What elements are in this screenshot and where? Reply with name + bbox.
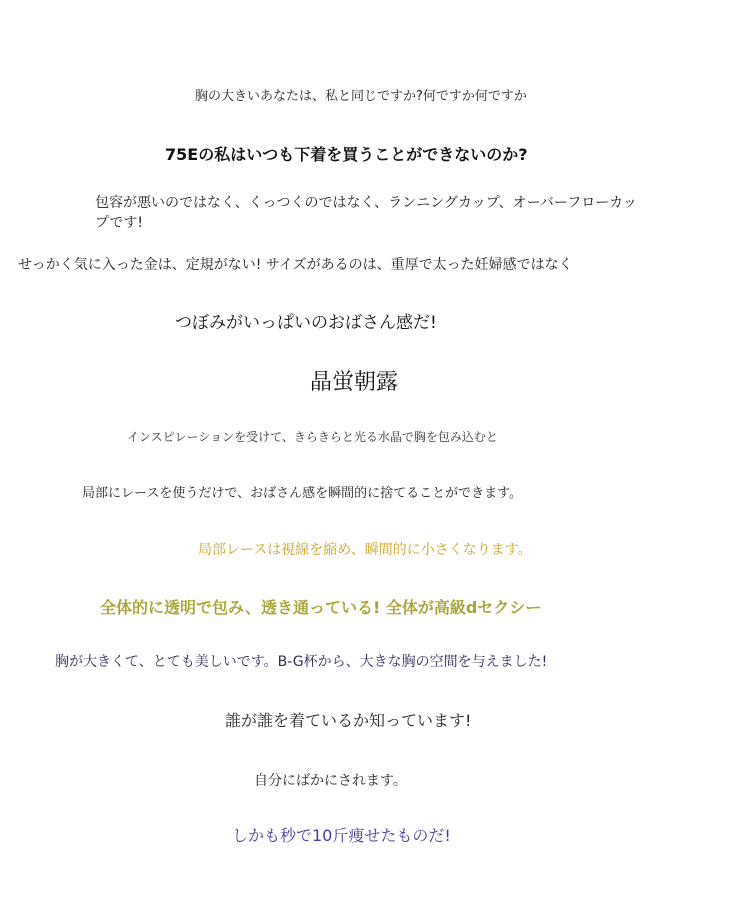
text-line-11: 胸が大きくて、とても美しいです。B-G杯から、大きな胸の空間を与えました! (55, 654, 548, 670)
text-heading: 晶蛍朝露 (310, 370, 399, 395)
text-line-14-purple: しかも秒で10斤痩せたものだ! (232, 826, 451, 845)
text-line-7: インスピレーションを受けて、きらきらと光る水晶で胸を包み込むと (127, 430, 498, 444)
text-line-1: 胸の大きいあなたは、私と同じですか?何ですか何ですか (195, 89, 527, 104)
text-line-10-olive: 全体的に透明で包み、透き通っている! 全体が高級dセクシー (100, 598, 542, 617)
text-line-4: せっかく気に入った金は、定規がない! サイズがあるのは、重厚で太った妊婦感ではなく (18, 257, 573, 273)
text-line-9-gold: 局部レースは視線を縮め、瞬間的に小さくなります。 (198, 542, 532, 558)
text-line-2: 75Eの私はいつも下着を買うことができないのか? (165, 145, 528, 164)
text-line-8: 局部にレースを使うだけで、おばさん感を瞬間的に捨てることができます。 (82, 486, 523, 501)
text-line-5: つぼみがいっぱいのおばさん感だ! (175, 313, 437, 333)
text-line-12: 誰が誰を着ているか知っています! (225, 711, 472, 730)
text-line-3: 包容が悪いのではなく、くっつくのではなく、ランニングカップ、オーバーフローカップです! (95, 195, 637, 231)
text-line-13: 自分にばかにされます。 (254, 773, 407, 789)
